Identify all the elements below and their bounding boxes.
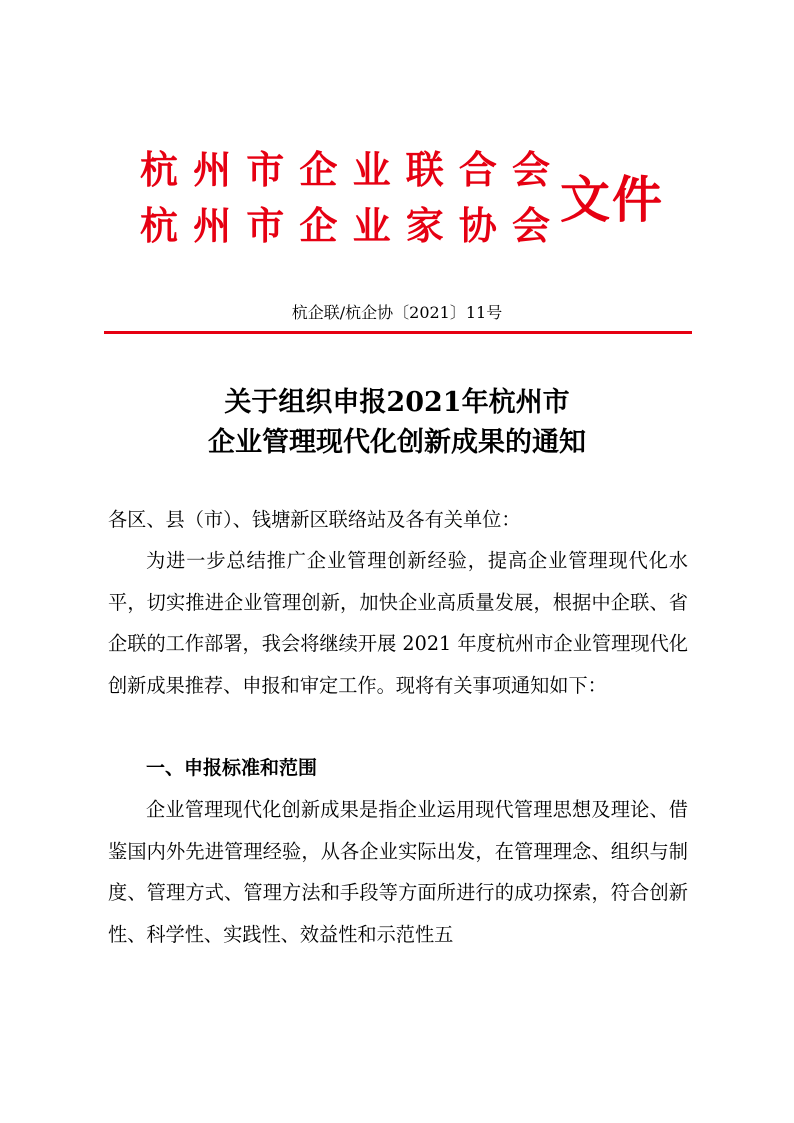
notice-title-line-2: 企业管理现代化创新成果的通知	[208, 427, 586, 458]
issuer-char: 会	[511, 148, 550, 192]
issuer-char: 合	[458, 148, 497, 192]
issuer-name-line-1	[140, 148, 550, 192]
issuer-char: 杭	[140, 204, 179, 248]
issuer-char: 企	[299, 148, 338, 192]
header-divider	[104, 331, 692, 334]
document-type-label: 文件	[560, 171, 664, 229]
issuer-char: 协	[458, 204, 497, 248]
section-heading: 一、申报标准和范围	[146, 757, 318, 779]
issuer-char: 杭	[140, 148, 179, 192]
issuer-char: 市	[246, 148, 285, 192]
issuer-char: 企	[299, 204, 338, 248]
section-paragraph: 企业管理现代化创新成果是指企业运用现代管理思想及理论、借鉴国内外先进管理经验，从各企业实际出发，在管理理念、组织与制度、管理方式、管理方法和手段等方面所进行的成功探索，符合创新性、科学性、实践性、效益性和示范性五	[108, 798, 688, 946]
issuer-char: 州	[193, 204, 232, 248]
issuer-char: 市	[246, 204, 285, 248]
salutation: 各区、县（市）、钱塘新区联络站及各有关单位：	[108, 508, 521, 531]
document-number: 杭企联/杭企协〔2021〕11号	[291, 303, 503, 322]
issuer-char: 州	[193, 148, 232, 192]
issuer-char: 业	[352, 148, 391, 192]
issuer-char: 联	[405, 148, 444, 192]
issuer-name-line-2	[140, 204, 550, 248]
notice-title-line-1: 关于组织申报2021年杭州市	[224, 387, 570, 418]
issuer-char: 业	[352, 204, 391, 248]
issuer-char: 会	[511, 204, 550, 248]
issuer-char: 家	[405, 204, 444, 248]
intro-paragraph: 为进一步总结推广企业管理创新经验，提高企业管理现代化水平，切实推进企业管理创新，加快企业高质量发展，根据中企联、省企联的工作部署，我会将继续开展 2021 年度杭州市企业管理现代化创新成果推荐、申报和审定工作。现将有关事项通知如下：	[108, 549, 688, 697]
document-header	[140, 148, 700, 258]
